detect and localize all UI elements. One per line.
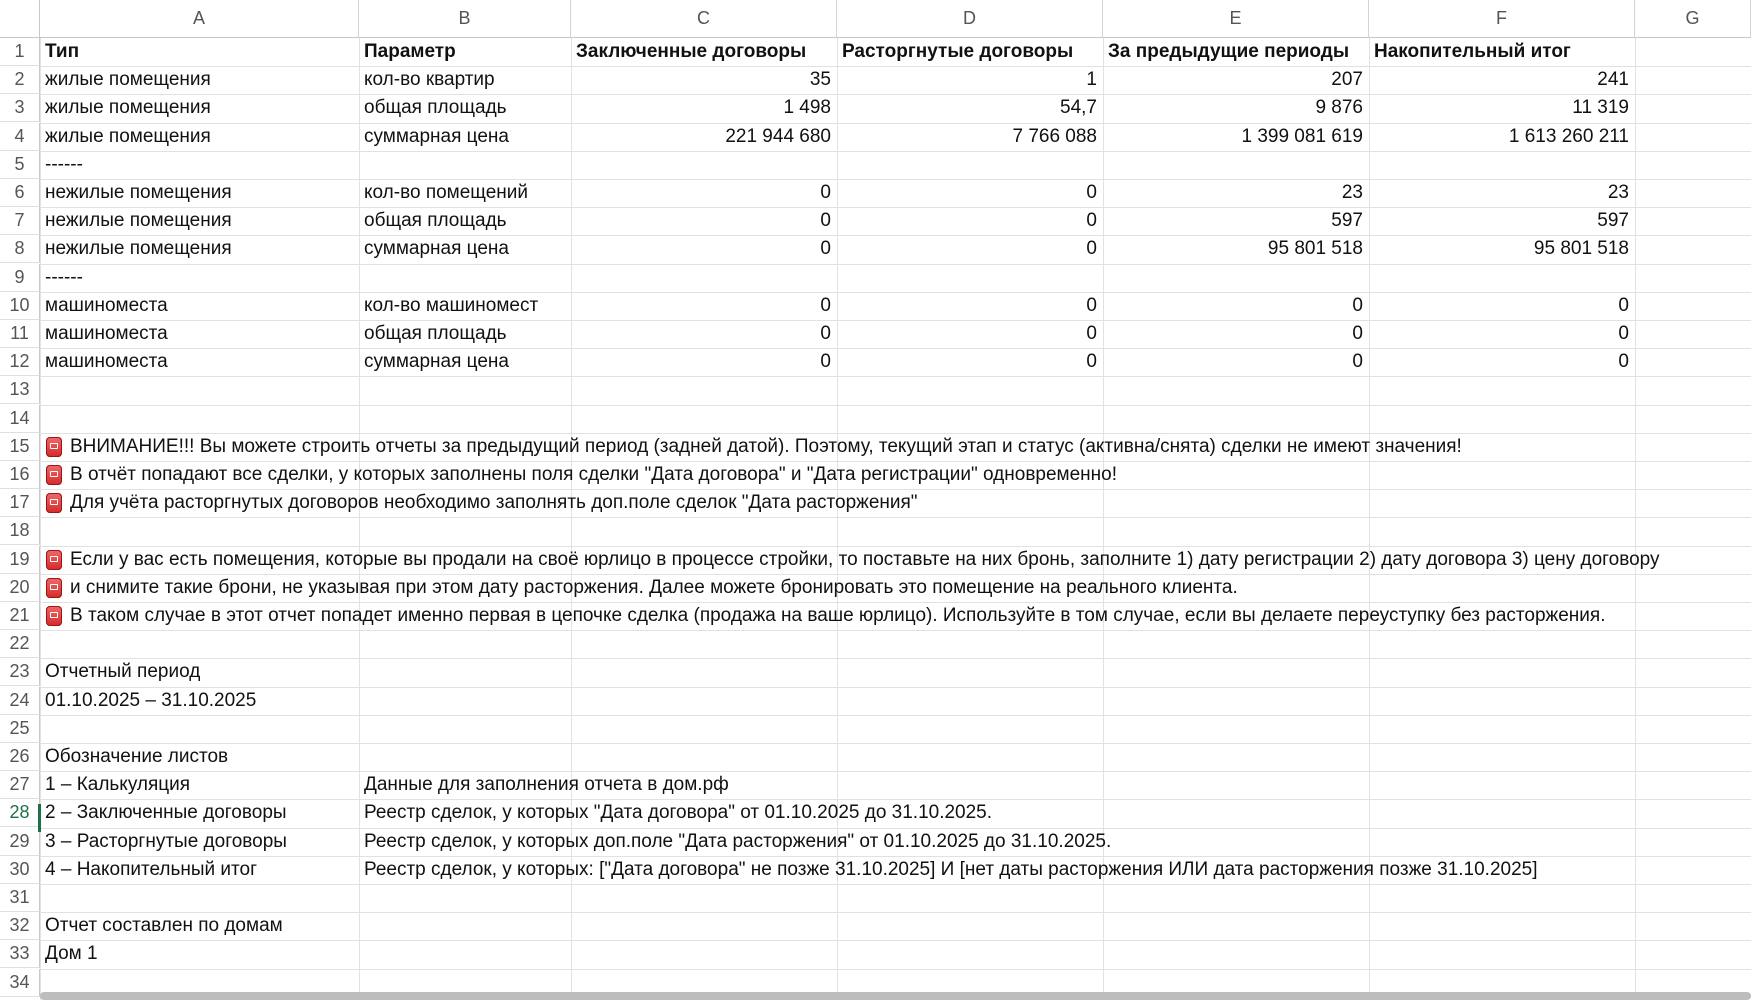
value-cell[interactable]: 0 <box>820 210 831 231</box>
table-header-cell[interactable]: Параметр <box>364 41 456 62</box>
row-header-19[interactable]: 19 <box>0 546 40 574</box>
note-text[interactable]: и снимите такие брони, не указывая при этом дату расторжения. Далее можете бронировать это помещение на реального клиента. <box>70 577 1238 598</box>
row-header-3[interactable]: 3 <box>0 94 40 122</box>
active-row-indicator <box>38 804 41 832</box>
value-cell[interactable]: 0 <box>820 182 831 203</box>
value-cell[interactable]: 207 <box>1331 69 1363 90</box>
sheet-description[interactable]: Реестр сделок, у которых: ["Дата договора" не позже 31.10.2025] И [нет даты расторжения ИЛИ дата расторжения позже 31.10.2025] <box>364 859 1538 880</box>
value-cell[interactable]: 23 <box>1607 182 1629 203</box>
row-header-34[interactable]: 34 <box>0 969 40 997</box>
row-header-28[interactable]: 28 <box>0 799 40 827</box>
row-header-18[interactable]: 18 <box>0 517 40 545</box>
column-header-b[interactable]: B <box>359 0 571 38</box>
gridline-horizontal <box>40 630 1751 631</box>
sheet-description[interactable]: Реестр сделок, у которых "Дата договора" от 01.10.2025 до 31.10.2025. <box>364 802 993 823</box>
gridline-horizontal <box>40 715 1751 716</box>
value-cell[interactable]: 0 <box>1086 323 1097 344</box>
text-cell[interactable]: машиноместа <box>45 323 168 344</box>
table-header-cell[interactable]: За предыдущие периоды <box>1108 41 1350 62</box>
sheets-label[interactable]: Обозначение листов <box>45 746 229 767</box>
value-cell[interactable]: 0 <box>1618 351 1629 372</box>
gridline-horizontal <box>40 969 1751 970</box>
value-cell[interactable]: 597 <box>1331 210 1363 231</box>
text-cell[interactable]: кол-во машиномест <box>364 295 539 316</box>
sheet-description[interactable]: Данные для заполнения отчета в дом.рф <box>364 774 729 795</box>
value-cell[interactable]: 95 801 518 <box>1533 238 1629 259</box>
row-header-5[interactable]: 5 <box>0 151 40 179</box>
row-header-14[interactable]: 14 <box>0 405 40 433</box>
sheet-name[interactable]: 4 – Накопительный итог <box>45 859 258 880</box>
row-header-15[interactable]: 15 <box>0 433 40 461</box>
value-cell[interactable]: 241 <box>1597 69 1629 90</box>
value-cell[interactable]: 54,7 <box>1060 97 1097 118</box>
gridline-horizontal <box>40 743 1751 744</box>
value-cell[interactable]: 0 <box>1352 323 1363 344</box>
row-header-1[interactable]: 1 <box>0 38 40 66</box>
text-cell[interactable]: суммарная цена <box>364 238 509 259</box>
text-cell[interactable]: нежилые помещения <box>45 210 232 231</box>
gridline-horizontal <box>40 658 1751 659</box>
value-cell[interactable]: 221 944 680 <box>725 126 831 147</box>
row-header-12[interactable]: 12 <box>0 348 40 376</box>
gridline-horizontal <box>40 264 1751 265</box>
row-header-30[interactable]: 30 <box>0 856 40 884</box>
table-header-cell[interactable]: Тип <box>45 41 80 62</box>
row-header-4[interactable]: 4 <box>0 123 40 151</box>
text-cell[interactable]: общая площадь <box>364 323 507 344</box>
row-header-11[interactable]: 11 <box>0 320 40 348</box>
value-cell[interactable]: 0 <box>820 351 831 372</box>
warning-badge-icon <box>46 465 62 485</box>
text-cell[interactable]: ------ <box>45 154 83 175</box>
value-cell[interactable]: 0 <box>1086 210 1097 231</box>
text-cell[interactable]: общая площадь <box>364 210 507 231</box>
value-cell[interactable]: 0 <box>820 323 831 344</box>
house-item[interactable]: Дом 1 <box>45 943 98 964</box>
value-cell[interactable]: 1 <box>1086 69 1097 90</box>
text-cell[interactable]: машиноместа <box>45 295 168 316</box>
value-cell[interactable]: 23 <box>1341 182 1363 203</box>
row-header-6[interactable]: 6 <box>0 179 40 207</box>
row-header-21[interactable]: 21 <box>0 602 40 630</box>
table-header-cell[interactable]: Заключенные договоры <box>576 41 807 62</box>
row-header-31[interactable]: 31 <box>0 884 40 912</box>
gridline-horizontal <box>40 940 1751 941</box>
sheet-name[interactable]: 3 – Расторгнутые договоры <box>45 831 287 852</box>
warning-badge-icon <box>46 606 62 626</box>
row-header-24[interactable]: 24 <box>0 687 40 715</box>
table-header-cell[interactable]: Накопительный итог <box>1374 41 1571 62</box>
value-cell[interactable]: 95 801 518 <box>1267 238 1363 259</box>
row-header-25[interactable]: 25 <box>0 715 40 743</box>
period-value[interactable]: 01.10.2025 – 31.10.2025 <box>45 690 257 711</box>
text-cell[interactable]: нежилые помещения <box>45 238 232 259</box>
note-text[interactable]: Если у вас есть помещения, которые вы продали на своё юрлицо в процессе стройки, то поставьте на них бронь, заполните 1) дату регистрации 2) дату договора 3) цену договору <box>70 549 1660 570</box>
gridline-horizontal <box>40 376 1751 377</box>
text-cell[interactable]: жилые помещения <box>45 69 211 90</box>
text-cell[interactable]: ------ <box>45 267 83 288</box>
column-header-g[interactable]: G <box>1635 0 1751 38</box>
value-cell[interactable]: 9 876 <box>1315 97 1363 118</box>
text-cell[interactable]: общая площадь <box>364 97 507 118</box>
row-header-9[interactable]: 9 <box>0 264 40 292</box>
note-text[interactable]: ВНИМАНИЕ!!! Вы можете строить отчеты за предыдущий период (задней датой). Поэтому, текущий этап и статус (активна/снята) сделки не имеют значения! <box>70 436 1462 457</box>
value-cell[interactable]: 0 <box>1618 295 1629 316</box>
period-label[interactable]: Отчетный период <box>45 661 201 682</box>
value-cell[interactable]: 0 <box>1352 295 1363 316</box>
value-cell[interactable]: 7 766 088 <box>1012 126 1097 147</box>
table-header-cell[interactable]: Расторгнутые договоры <box>842 41 1074 62</box>
gridline-horizontal <box>40 884 1751 885</box>
row-header-2[interactable]: 2 <box>0 66 40 94</box>
warning-badge-icon <box>46 550 62 570</box>
value-cell[interactable]: 597 <box>1597 210 1629 231</box>
value-cell[interactable]: 0 <box>1086 351 1097 372</box>
value-cell[interactable]: 0 <box>1352 351 1363 372</box>
value-cell[interactable]: 0 <box>1086 238 1097 259</box>
row-header-10[interactable]: 10 <box>0 292 40 320</box>
value-cell[interactable]: 1 399 081 619 <box>1241 126 1363 147</box>
value-cell[interactable]: 0 <box>820 295 831 316</box>
value-cell[interactable]: 0 <box>820 238 831 259</box>
row-header-23[interactable]: 23 <box>0 658 40 686</box>
warning-badge-icon <box>46 578 62 598</box>
text-cell[interactable]: жилые помещения <box>45 126 211 147</box>
value-cell[interactable]: 1 613 260 211 <box>1508 126 1629 147</box>
houses-label[interactable]: Отчет составлен по домам <box>45 915 283 936</box>
column-header-d[interactable]: D <box>837 0 1103 38</box>
text-cell[interactable]: суммарная цена <box>364 351 509 372</box>
value-cell[interactable]: 0 <box>1086 295 1097 316</box>
note-text[interactable]: В отчёт попадают все сделки, у которых заполнены поля сделки "Дата договора" и "Дата регистрации" одновременно! <box>70 464 1118 485</box>
sheet-description[interactable]: Реестр сделок, у которых доп.поле "Дата расторжения" от 01.10.2025 до 31.10.2025. <box>364 831 1112 852</box>
row-header-20[interactable]: 20 <box>0 574 40 602</box>
row-header-16[interactable]: 16 <box>0 461 40 489</box>
row-header-13[interactable]: 13 <box>0 376 40 404</box>
text-cell[interactable]: жилые помещения <box>45 97 211 118</box>
note-text[interactable]: В таком случае в этот отчет попадет именно первая в цепочке сделка (продажа на ваше юрлицо). Используйте в том случае, если вы делаете переуступку без расторжения. <box>70 605 1606 626</box>
horizontal-scrollbar[interactable] <box>40 992 1751 1000</box>
column-header-f[interactable]: F <box>1369 0 1635 38</box>
gridline-horizontal <box>40 517 1751 518</box>
row-header-8[interactable]: 8 <box>0 235 40 263</box>
sheet-name[interactable]: 1 – Калькуляция <box>45 774 191 795</box>
row-header-22[interactable]: 22 <box>0 630 40 658</box>
sheet-name[interactable]: 2 – Заключенные договоры <box>45 802 287 823</box>
warning-badge-icon <box>46 493 62 513</box>
column-header-e[interactable]: E <box>1103 0 1369 38</box>
text-cell[interactable]: кол-во квартир <box>364 69 495 90</box>
row-header-27[interactable]: 27 <box>0 771 40 799</box>
text-cell[interactable]: машиноместа <box>45 351 168 372</box>
row-header-26[interactable]: 26 <box>0 743 40 771</box>
column-header-c[interactable]: C <box>571 0 837 38</box>
note-text[interactable]: Для учёта расторгнутых договоров необходимо заполнять доп.поле сделок "Дата расторжения" <box>70 492 918 513</box>
text-cell[interactable]: нежилые помещения <box>45 182 232 203</box>
gridline-horizontal <box>40 151 1751 152</box>
row-header-29[interactable]: 29 <box>0 828 40 856</box>
row-header-32[interactable]: 32 <box>0 912 40 940</box>
value-cell[interactable]: 35 <box>809 69 831 90</box>
value-cell[interactable]: 1 498 <box>783 97 831 118</box>
row-header-17[interactable]: 17 <box>0 489 40 517</box>
select-all-corner[interactable] <box>0 0 40 38</box>
text-cell[interactable]: суммарная цена <box>364 126 509 147</box>
value-cell[interactable]: 11 319 <box>1572 97 1629 118</box>
row-header-7[interactable]: 7 <box>0 207 40 235</box>
text-cell[interactable]: кол-во помещений <box>364 182 529 203</box>
column-header-a[interactable]: A <box>40 0 359 38</box>
value-cell[interactable]: 0 <box>1618 323 1629 344</box>
row-header-33[interactable]: 33 <box>0 940 40 968</box>
gridline-horizontal <box>40 405 1751 406</box>
warning-badge-icon <box>46 437 62 457</box>
gridline-horizontal <box>40 687 1751 688</box>
gridline-horizontal <box>40 771 1751 772</box>
value-cell[interactable]: 0 <box>1086 182 1097 203</box>
gridline-horizontal <box>40 912 1751 913</box>
